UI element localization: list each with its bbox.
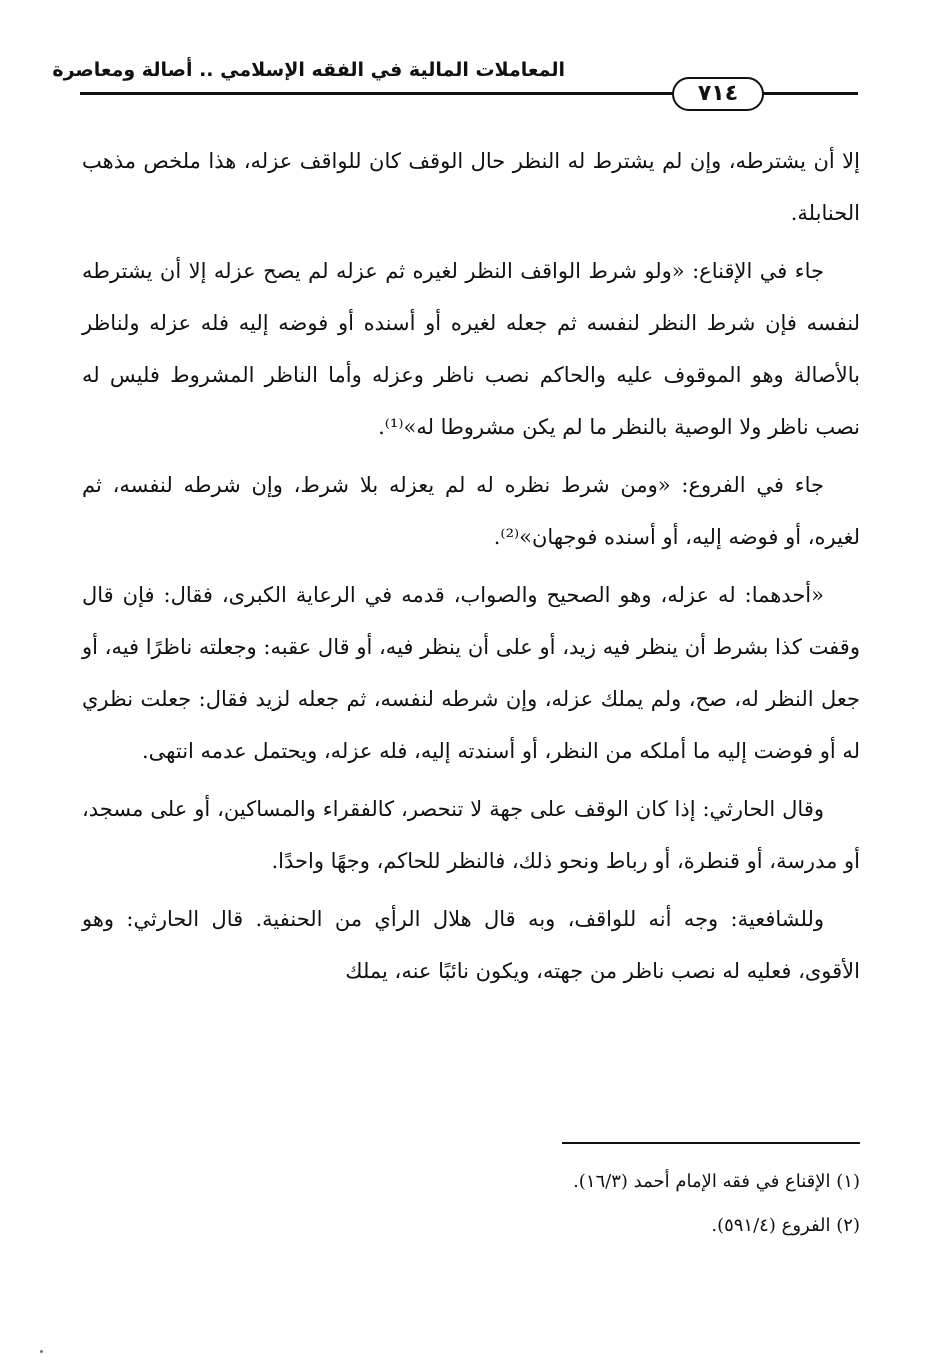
scan-speck <box>40 1350 43 1353</box>
footnote-2: (٢) الفروع (٥٩١/٤). <box>711 1215 860 1236</box>
footnote-1: (١) الإقناع في فقه الإمام أحمد (١٦/٣). <box>573 1171 860 1192</box>
running-header-title: المعاملات المالية في الفقه الإسلامي .. أصالة ومعاصرة <box>52 59 565 81</box>
footnotes <box>300 1160 860 1248</box>
paragraph-5: وقال الحارثي: إذا كان الوقف على جهة لا تنحصر، كالفقراء والمساكين، أو على مسجد، أو مدرسة، أو قنطرة، أو رباط ونحو ذلك، فالنظر للحاكم، وجهًا واحدًا. <box>82 797 860 873</box>
paragraph-2: جاء في الإقناع: «ولو شرط الواقف النظر لغيره ثم عزله لم يصح عزله إلا أن يشترطه لنفسه فإن شرط النظر لنفسه ثم جعله لغيره أو أسنده أو فوضه إليه فله عزله ولناظر بالأصالة وهو الموقوف عليه والحاكم نصب ناظر وعزله وأما الناظر المشروط فليس له نصب ناظر ولا الوصية بالنظر ما لم يكن مشروطا له»⁽¹⁾. <box>82 259 860 439</box>
footnote-rule <box>562 1142 860 1144</box>
paragraph-6: وللشافعية: وجه أنه للواقف، وبه قال هلال الرأي من الحنفية. قال الحارثي: وهو الأقوى، فعليه له نصب ناظر من جهته، ويكون نائبًا عنه، يملك <box>82 907 860 983</box>
paragraph-4: «أحدهما: له عزله، وهو الصحيح والصواب، قدمه في الرعاية الكبرى، فقال: فإن قال وقفت كذا بشرط أن ينظر فيه زيد، أو على أن ينظر فيه، أو قال عقبه: وجعلته ناظرًا فيه، أو جعل النظر له، صح، ولم يملك عزله، وإن شرطه لنفسه، ثم جعله لزيد فقال: جعلت نظري له أو فوضت إليه ما أملكه من النظر، أو أسندته إليه، فله عزله، ويحتمل عدمه انتهى. <box>82 583 860 763</box>
paragraph-1: إلا أن يشترطه، وإن لم يشترط له النظر حال الوقف كان للواقف عزله، هذا ملخص مذهب الحنابلة. <box>82 149 860 225</box>
page-number: ٧١٤ <box>672 77 764 111</box>
body-text <box>82 135 860 1003</box>
paragraph-3: جاء في الفروع: «ومن شرط نظره له لم يعزله بلا شرط، وإن شرطه لنفسه، ثم لغيره، أو فوضه إليه، أو أسنده فوجهان»⁽²⁾. <box>82 473 860 549</box>
